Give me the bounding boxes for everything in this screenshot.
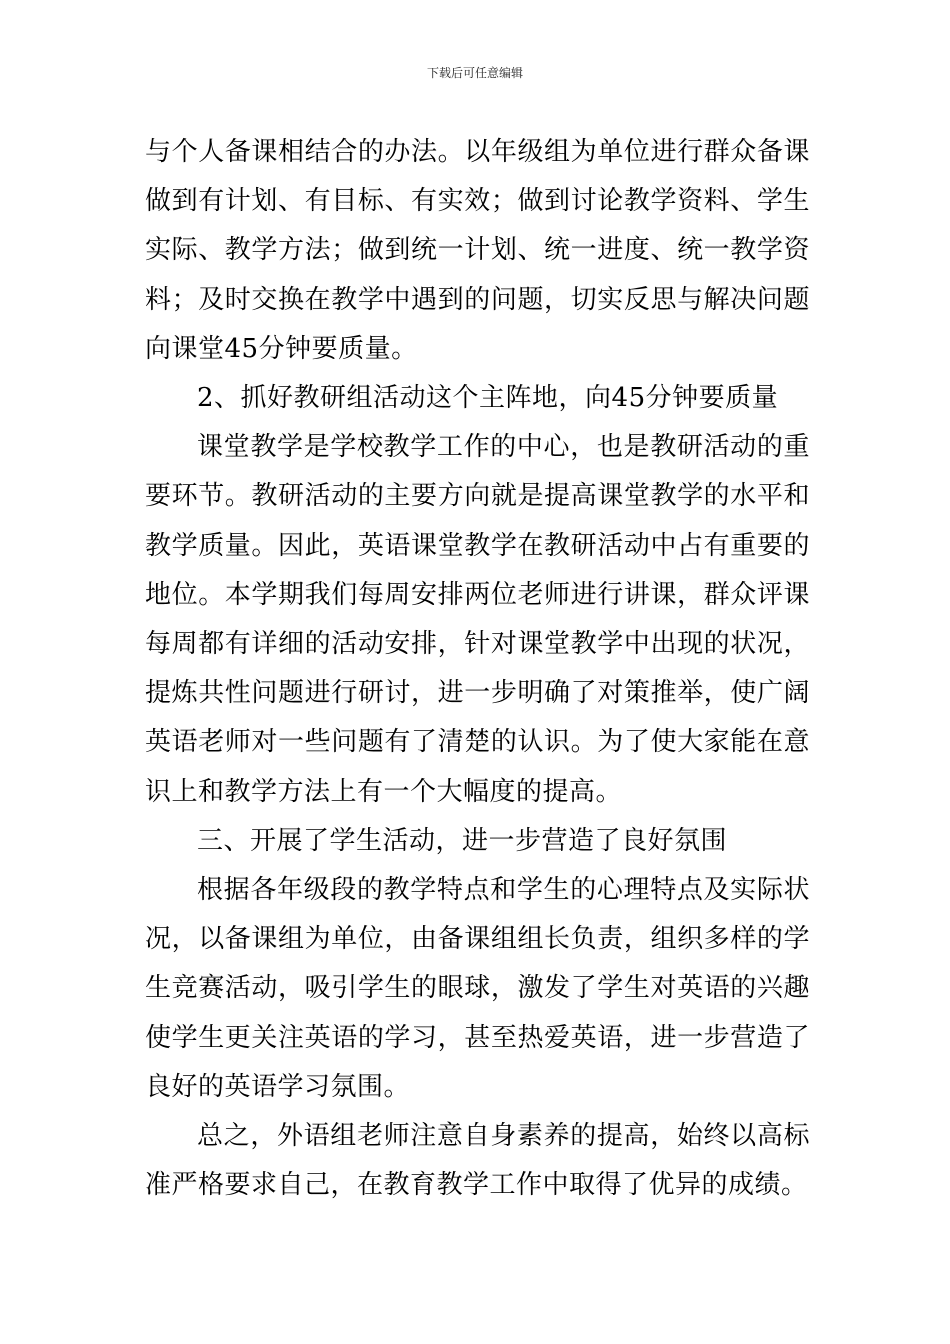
paragraph-student-activities: 根据各年级段的教学特点和学生的心理特点及实际状况，以备课组为单位，由备课组组长负责，组织多样的学生竞赛活动，吸引学生的眼球，激发了学生对英语的兴趣使学生更关注英语的学习，甚至热爱英语，进一步营造了良好的英语学习氛围。 (145, 875, 810, 1102)
section-heading-2: 2、抓好教研组活动这个主阵地，向45分钟要质量 (197, 383, 779, 414)
section-heading-3: 三、开展了学生活动，进一步营造了良好氛围 (197, 825, 728, 856)
paragraph-classroom-teaching: 课堂教学是学校教学工作的中心，也是教研活动的重要环节。教研活动的主要方向就是提高课堂教学的水平和教学质量。因此，英语课堂教学在教研活动中占有重要的地位。本学期我们每周安排两位老师进行讲课，群众评课每周都有详细的活动安排，针对课堂教学中出现的状况，提炼共性问题进行研讨，进一步明确了对策推举，使广阔英语老师对一些问题有了清楚的认识。为了使大家能在意识上和教学方法上有一个大幅度的提高。 (145, 432, 810, 807)
paragraph-1: 与个人备课相结合的办法。以年级组为单位进行群众备课做到有计划、有目标、有实效；做到讨论教学资料、学生实际、教学方法；做到统一计划、统一进度、统一教学资料；及时交换在教学中遇到的问题，切实反思与解决问题向课堂45分钟要质量。 (145, 137, 810, 364)
page-header: 下载后可任意编辑 (426, 66, 523, 80)
document-body (145, 128, 810, 1210)
paragraph-conclusion: 总之，外语组老师注意自身素养的提高，始终以高标准严格要求自己，在教育教学工作中取得了优异的成绩。 (145, 1121, 810, 1201)
